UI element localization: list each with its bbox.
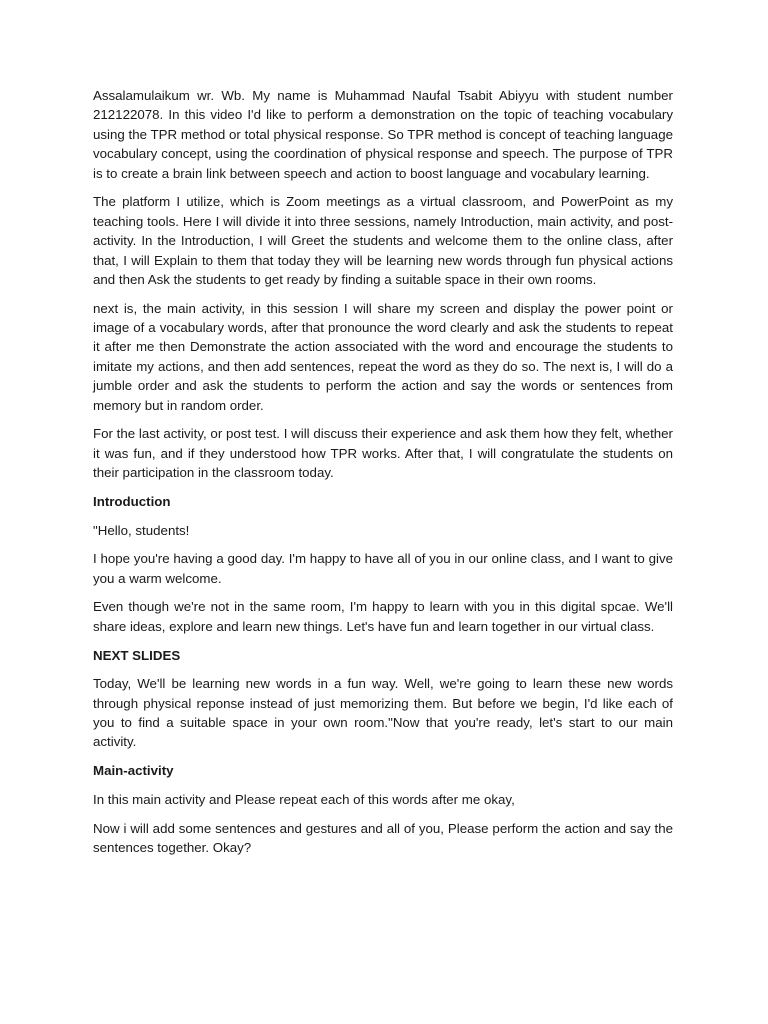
paragraph-greeting: "Hello, students! bbox=[93, 522, 190, 538]
paragraph-post-activity-plan: For the last activity, or post test. I will discuss their experience and ask them how they felt, whether it was fun, and if they understood how TPR works. After that, I will congratulate the students on their participation in the classroom today. bbox=[93, 426, 673, 481]
paragraph-repeat-words: In this main activity and Please repeat each of this words after me okay, bbox=[93, 791, 515, 807]
paragraph-learning-words: Today, We'll be learning new words in a fun way. Well, we're going to learn these new words through physical reponse instead of just memorizing them. But before we begin, I'd like each of you to find a suitable space in your own room."Now that you're ready, let's start to our main activity. bbox=[93, 676, 673, 750]
heading-introduction: Introduction bbox=[93, 493, 171, 509]
paragraph-intro: Assalamulaikum wr. Wb. My name is Muhammad Naufal Tsabit Abiyyu with student number 212122078. In this video I'd like to perform a demonstration on the topic of teaching vocabulary using the TPR method or total physical response. So TPR method is concept of teaching language vocabulary concept, using the coordination of physical response and speech. The purpose of TPR is to create a brain link between speech and action to boost language and vocabulary learning. bbox=[93, 88, 673, 181]
paragraph-main-activity-plan: next is, the main activity, in this session I will share my screen and display the power point or image of a vocabulary words, after that pronounce the word clearly and ask the students to repeat it after me then Demonstrate the action associated with the word and encourage the students to imitate my actions, and then add sentences, repeat the word as they do so. The next is, I will do a jumble order and ask the students to perform the action and say the words or sentences from memory but in random order. bbox=[93, 300, 673, 413]
document-page bbox=[93, 86, 673, 867]
heading-main-activity: Main-activity bbox=[93, 763, 174, 779]
paragraph-sentences-gestures: Now i will add some sentences and gestures and all of you, Please perform the action and say the sentences together. Okay? bbox=[93, 820, 673, 855]
paragraph-platform: The platform I utilize, which is Zoom meetings as a virtual classroom, and PowerPoint as my teaching tools. Here I will divide it into three sessions, namely Introduction, main activity, and post-activity. In the Introduction, I will Greet the students and welcome them to the online class, after that, I will Explain to them that today they will be learning new words through fun physical actions and then Ask the students to get ready by finding a suitable space in their own rooms. bbox=[93, 194, 673, 287]
paragraph-welcome: I hope you're having a good day. I'm happy to have all of you in our online class, and I want to give you a warm welcome. bbox=[93, 551, 673, 586]
heading-next-slides: NEXT SLIDES bbox=[93, 647, 181, 663]
paragraph-digital-space: Even though we're not in the same room, I'm happy to learn with you in this digital spcae. We'll share ideas, explore and learn new things. Let's have fun and learn together in our virtual class. bbox=[93, 599, 673, 634]
